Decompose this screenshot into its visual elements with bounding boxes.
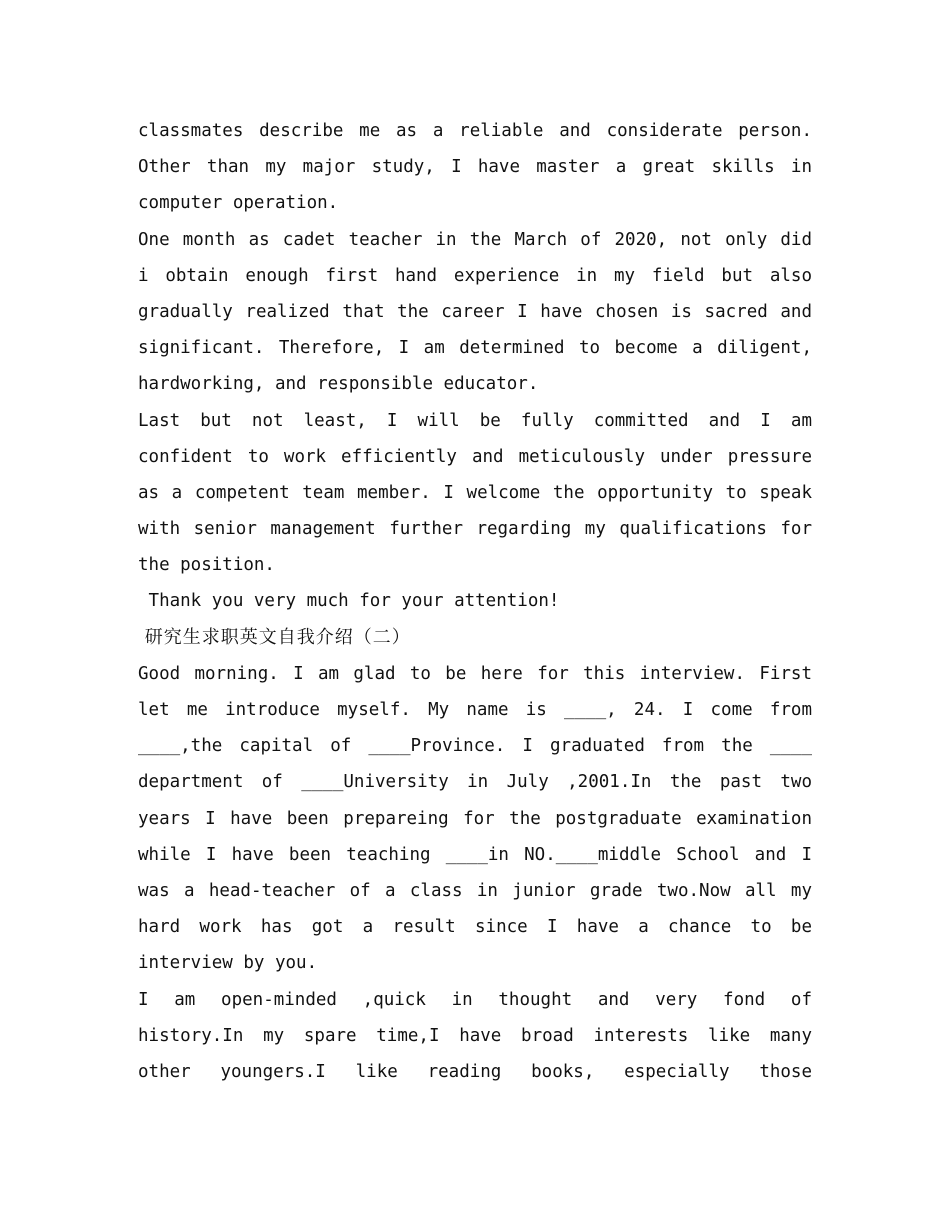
text-line: let me introduce myself. My name is ____, 24. I come from [138,700,812,720]
text-line: ____,the capital of ____Province. I graduated from the ____ [138,736,812,757]
text-line: Thank you very much for your attention! [138,591,560,612]
text-line: classmates describe me as a reliable and considerate person. [138,121,812,141]
text-line: confident to work efficiently and meticulously under pressure [138,446,812,467]
text-line: the position. [138,555,275,576]
text-line: I am open-minded ,quick in thought and very fond of [138,989,812,1010]
text-line: Other than my major study, I have master a great skills in [138,157,812,178]
text-line: significant. Therefore, I am determined to become a diligent, [138,338,812,359]
text-line: gradually realized that the career I have chosen is sacred and [138,301,812,322]
text-line: as a competent team member. I welcome the opportunity to speak [138,482,812,503]
text-line: One month as cadet teacher in the March of 2020, not only did [138,229,812,250]
text-line: i obtain enough first hand experience in my field but also [138,265,812,286]
text-line: interview by you. [138,953,318,974]
text-line: Good morning. I am glad to be here for this interview. First [138,663,812,684]
section-heading: 研究生求职英文自我介绍（二） [138,626,411,648]
body-text [138,113,812,1090]
text-line: department of ____University in July ,2001.In the past two [138,772,812,793]
text-line: computer operation. [138,193,339,214]
text-line: other youngers.I like reading books, especially those [138,1061,812,1082]
text-line: while I have been teaching ____in NO.____middle School and I [138,844,812,865]
text-line: with senior management further regarding my qualifications for [138,519,812,540]
text-line: years I have been prepareing for the postgraduate examination [138,808,812,829]
text-line: history.In my spare time,I have broad interests like many [138,1025,812,1046]
text-line: hardworking, and responsible educator. [138,374,539,395]
text-line: hard work has got a result since I have a chance to be [138,917,812,938]
text-line: was a head-teacher of a class in junior grade two.Now all my [138,880,812,901]
text-line: Last but not least, I will be fully committed and I am [138,410,812,431]
